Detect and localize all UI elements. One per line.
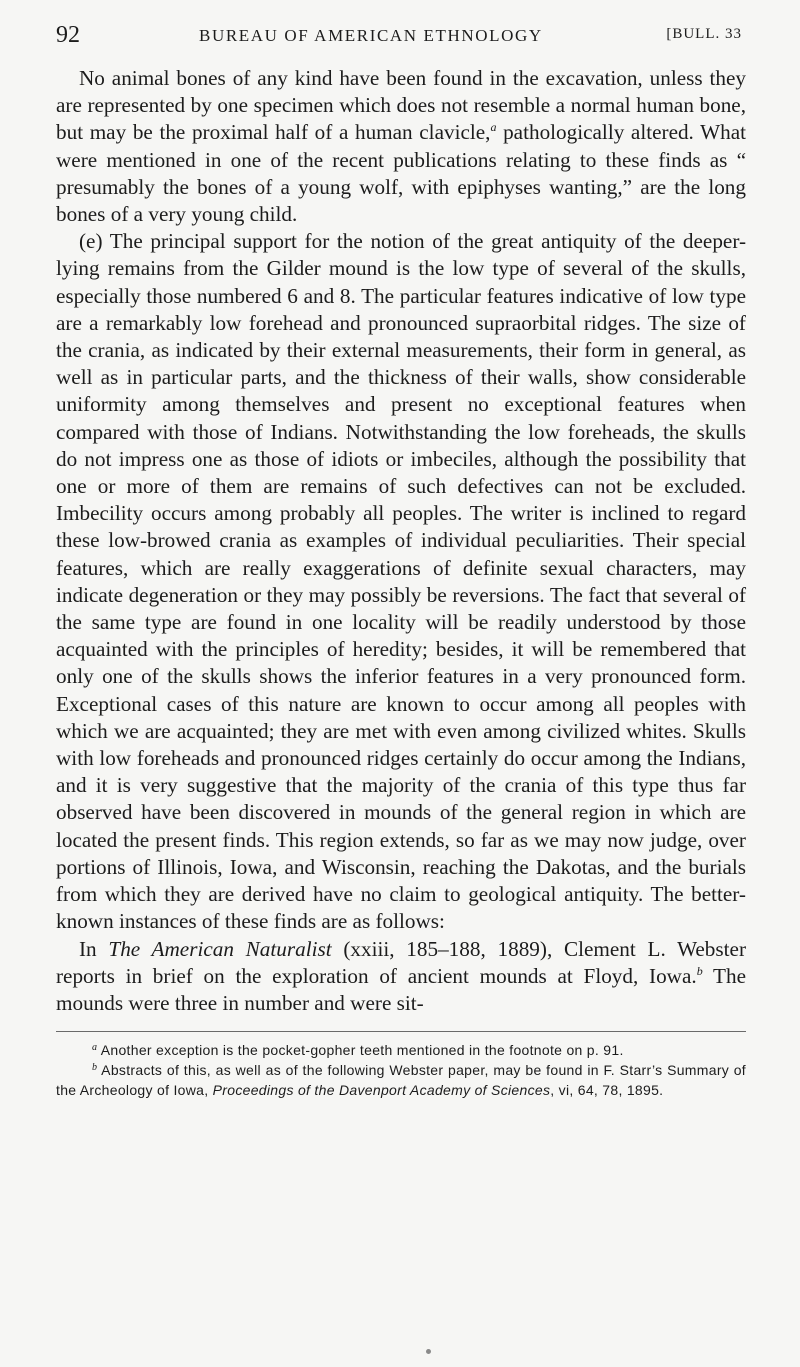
- book-page: [56, 22, 746, 1100]
- paragraph-text: (xxiii, 185–188, 1889), Clement L. Webster reports in brief on the exploration of ancient mounds at Floyd, Iowa.: [56, 936, 746, 988]
- footnotes: [56, 1031, 746, 1100]
- running-title: BUREAU OF AMERICAN ETHNOLOGY: [199, 26, 543, 45]
- paragraph-text: The mounds were three in number and were sit-: [56, 963, 746, 1015]
- paragraph-american-naturalist: [56, 936, 746, 1018]
- footnote-text: Abstracts of this, as well as of the following Webster paper, may be found in F. Starr’s Summary of the Archeology of Iowa,: [56, 1062, 746, 1099]
- journal-title: Proceedings of the Davenport Academy of Sciences: [212, 1082, 551, 1099]
- running-header: [56, 22, 746, 52]
- paragraph-text: pathologically altered. What were mentioned in one of the recent publications relating to these finds as “ presumably the bones of a young wolf, with epiphyses wanting,” are the long bones of a very young child.: [56, 120, 746, 227]
- journal-title: The American Naturalist: [108, 936, 332, 961]
- paragraph-text: No animal bones of any kind have been found in the excavation, unless they are represented by one specimen which does not resemble a normal human bone, but may be the proximal half of a human clavicle,: [56, 66, 746, 145]
- body-text: [56, 65, 746, 1017]
- paragraph-text: In: [79, 936, 109, 961]
- bulletin-reference: [BULL. 33: [666, 26, 742, 42]
- paragraph-low-type-skulls: (e) The principal support for the notion of the great antiquity of the deeper-lying remains from the Gilder mound is the low type of several of the skulls, especially those numbered 6 and 8. The particular features indicative of low type are a remarkably low forehead and pronounced supraorbital ridges. The size of the crania, as indicated by their external measurements, their form in general, as well as in particular parts, and the thickness of their walls, show considerable uniformity among themselves and present no exceptional features when compared with those of Indians. Notwithstanding the low foreheads, the skulls do not impress one as those of idiots or imbeciles, although the possibility that one or more of them are remains of such defectives can not be excluded. Imbecility occurs among probably all peoples. The writer is inclined to regard these low-browed crania as examples of individual peculiarities. Their special features, which are really exaggerations of definite sexual characters, may indicate degeneration or they may possibly be reversions. The fact that several of the same type are found in one locality will be readily understood by those acquainted with the principles of heredity; besides, it will be remembered that only one of the skulls shows the inferior features in a very pronounced form. Exceptional cases of this nature are known to occur among all peoples with which we are acquainted; they are met with even among civilized whites. Skulls with low foreheads and pronounced ridges certainly do occur among the Indians, and it is very suggestive that the majority of the crania of this type thus far observed have been discovered in mounds of the general region in which are located the present finds. This region extends, so far as we may now judge, over portions of Illinois, Iowa, and Wisconsin, reaching the Dakotas, and the burials from which they are derived have no claim to geological antiquity. The better-known instances of these finds are as follows:: [56, 229, 746, 934]
- footnote-text: Another exception is the pocket-gopher teeth mentioned in the footnote on p. 91.: [97, 1042, 624, 1059]
- footnote-marker-a[interactable]: a: [490, 120, 497, 135]
- footnote-mark: a: [92, 1042, 98, 1054]
- paragraph-animal-bones: [56, 65, 746, 228]
- footnote-a: [56, 1040, 746, 1060]
- footnote-marker-b[interactable]: b: [696, 963, 703, 978]
- print-speck: [426, 1349, 431, 1354]
- footnote-b: [56, 1060, 746, 1100]
- footnote-text: , vi, 64, 78, 1895.: [550, 1082, 664, 1099]
- page-number: 92: [56, 22, 80, 48]
- footnote-mark: b: [92, 1062, 98, 1074]
